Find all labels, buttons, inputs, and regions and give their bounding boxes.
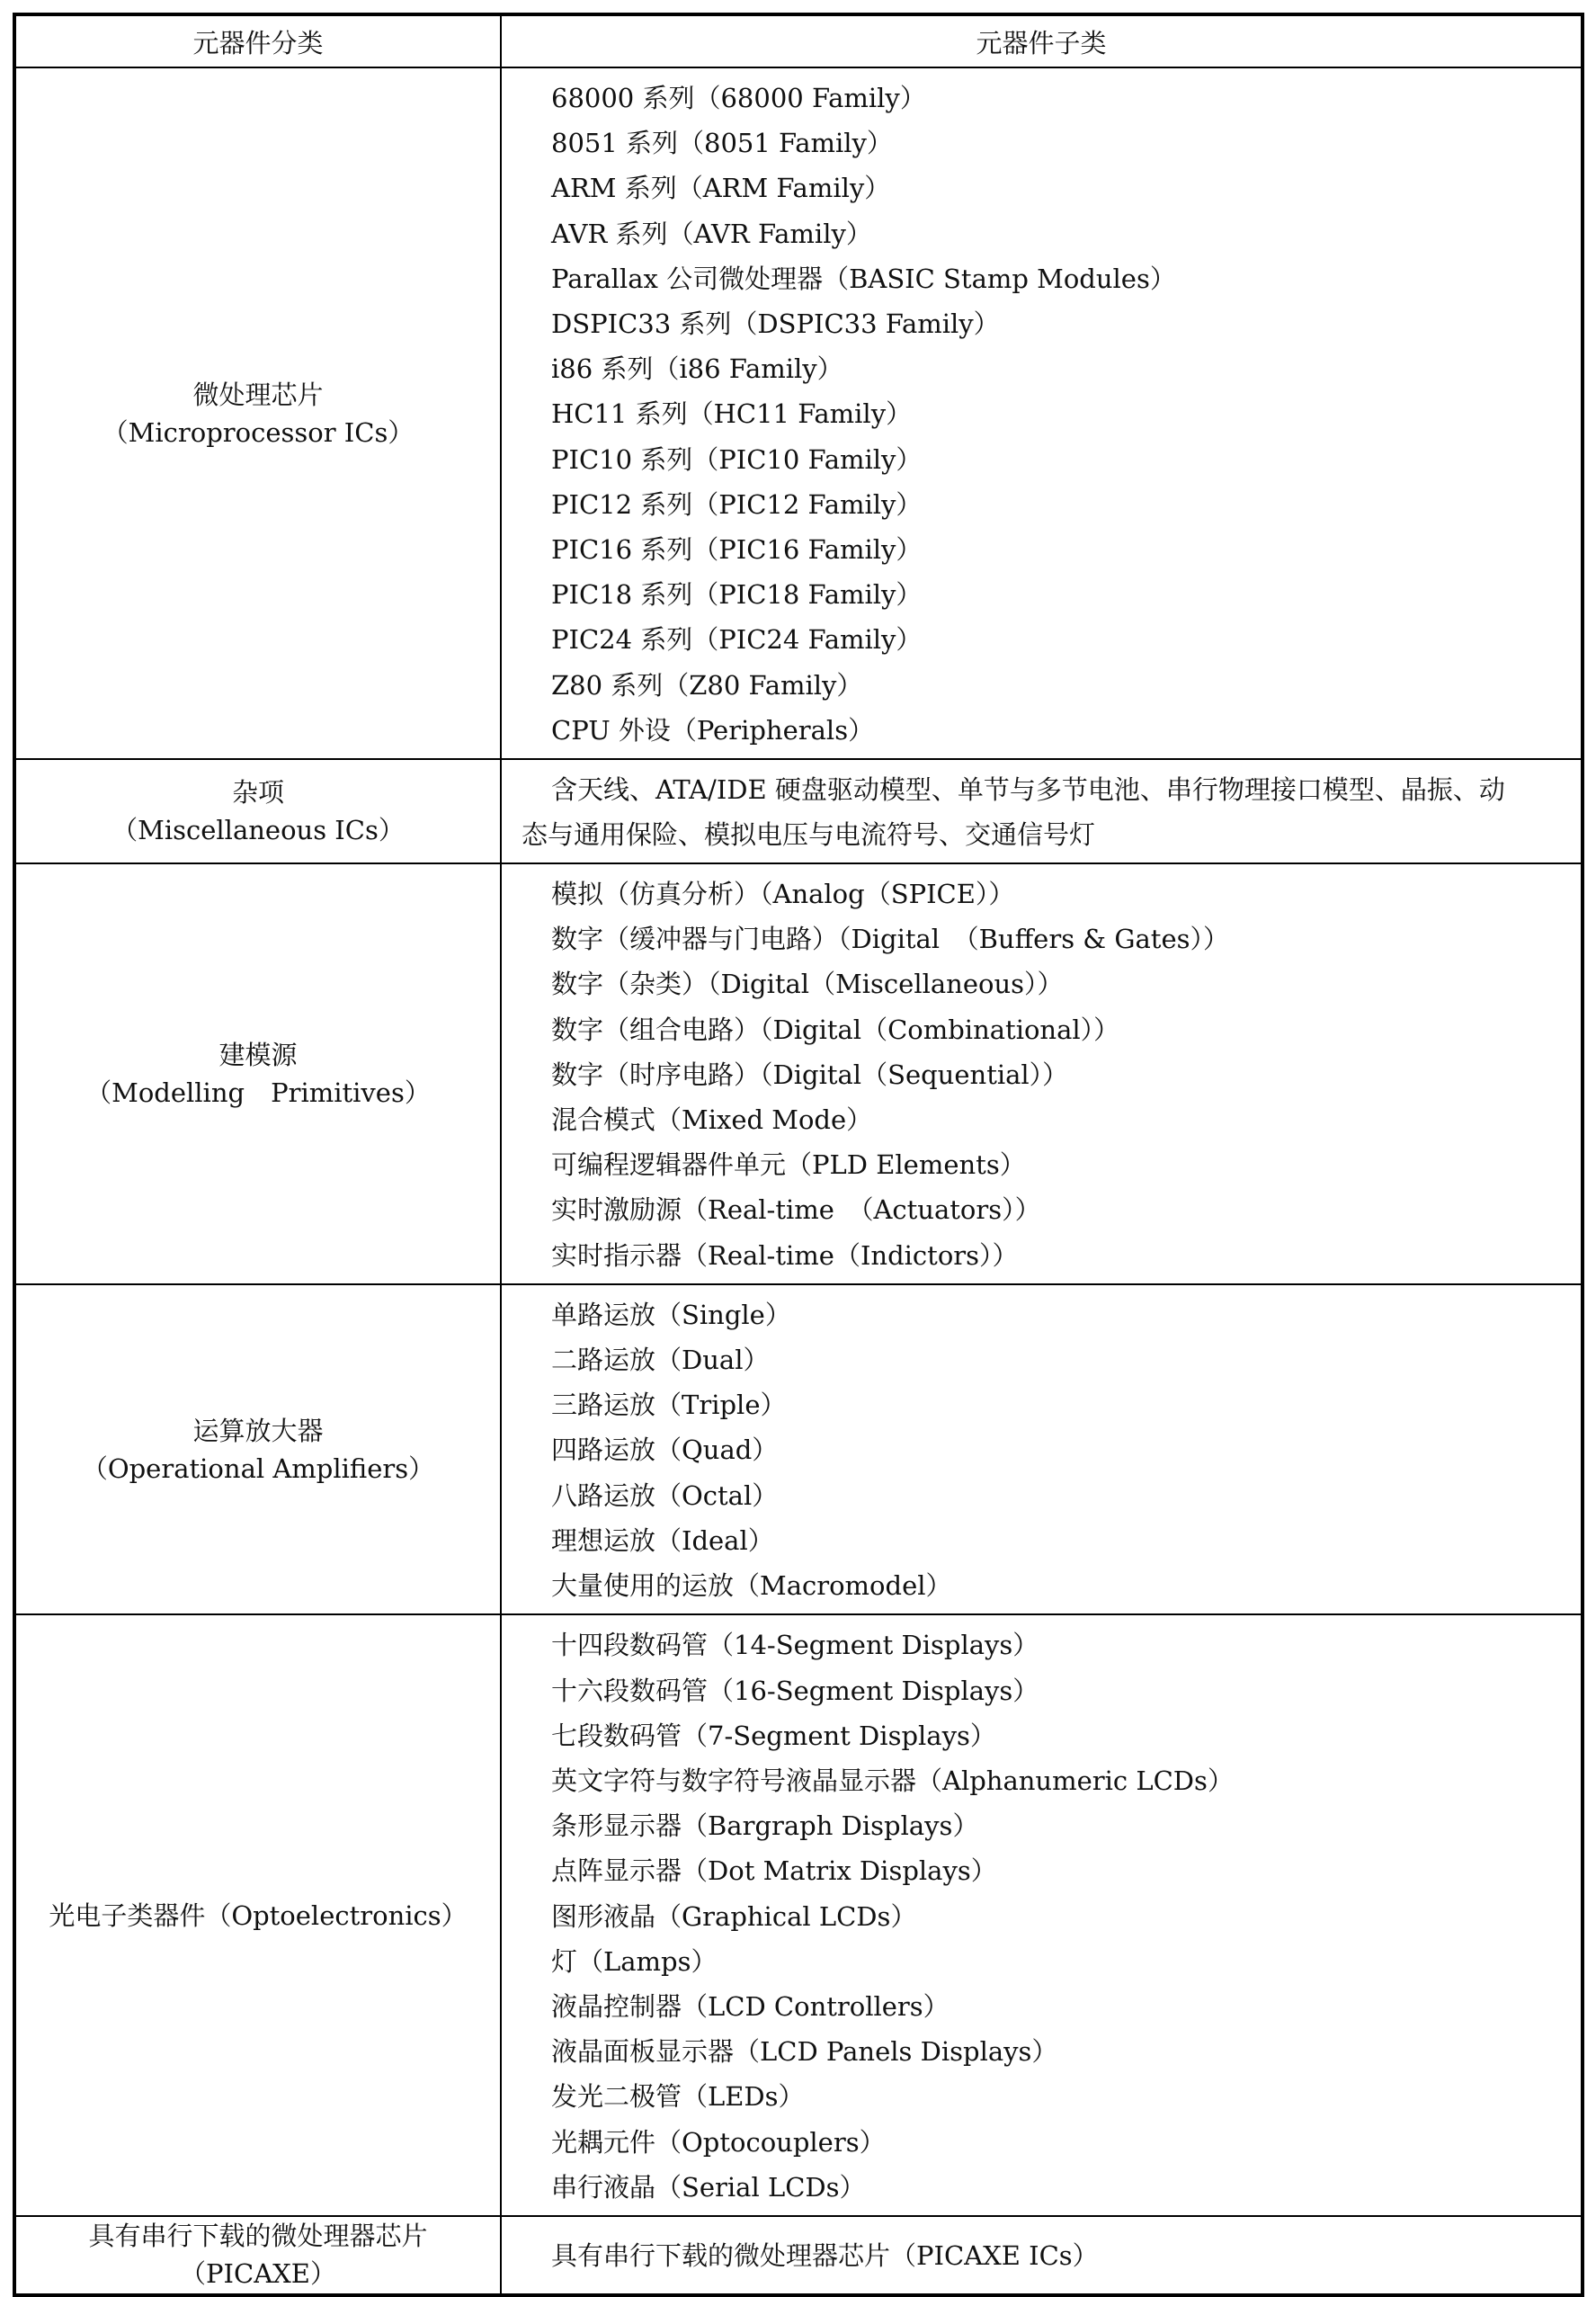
list-item: 英文字符与数字符号液晶显示器（Alphanumeric LCDs）	[551, 1765, 1234, 1796]
table-row	[14, 1284, 1583, 1614]
list-item: 液晶控制器（LCD Controllers）	[551, 1990, 950, 2022]
category-cell	[14, 759, 501, 863]
category-en: （Modelling Primitives）	[85, 1077, 431, 1108]
category-cell	[14, 1284, 501, 1614]
category-name: 杂项	[231, 777, 284, 809]
list-item: 大量使用的运放（Macromodel）	[551, 1570, 952, 1602]
list-item: PIC10 系列（PIC10 Family）	[551, 443, 923, 475]
list-item: 单路运放（Single）	[551, 1299, 791, 1330]
category-en: （Operational Amplifiers）	[81, 1452, 435, 1484]
list-item: 数字（杂类）（Digital（Miscellaneous））	[551, 969, 1064, 1000]
table-row	[14, 2216, 1583, 2295]
list-item: 8051 系列（8051 Family）	[551, 128, 893, 159]
list-item: 液晶面板显示器（LCD Panels Displays）	[551, 2036, 1058, 2068]
subcategory-cell	[501, 1284, 1583, 1614]
list-item: 串行液晶（Serial LCDs）	[551, 2171, 866, 2203]
list-item: 实时激励源（Real-time （Actuators））	[551, 1194, 1041, 1226]
list-item: i86 系列（i86 Family）	[551, 353, 843, 385]
list-item: PIC16 系列（PIC16 Family）	[551, 534, 923, 566]
category-name: 微处理芯片	[192, 379, 324, 410]
table-row	[14, 863, 1583, 1284]
list-item: PIC12 系列（PIC12 Family）	[551, 488, 923, 520]
list-item: 数字（时序电路）（Digital（Sequential））	[551, 1059, 1069, 1090]
list-item: 十四段数码管（14-Segment Displays）	[551, 1630, 1039, 1661]
header-subcategory: 元器件子类	[501, 14, 1583, 67]
list-item: 八路运放（Octal）	[551, 1479, 779, 1511]
list-item: 四路运放（Quad）	[551, 1435, 779, 1466]
list-item: PIC24 系列（PIC24 Family）	[551, 624, 923, 656]
category-name: 具有串行下载的微处理器芯片	[88, 2221, 428, 2252]
list-item: 可编程逻辑器件单元（PLD Elements）	[551, 1149, 1026, 1181]
paragraph-line: 态与通用保险、模拟电压与电流符号、交通信号灯	[522, 819, 1096, 851]
subcategory-cell	[501, 759, 1583, 863]
list-item: Z80 系列（Z80 Family）	[551, 669, 863, 701]
list-item: 具有串行下载的微处理器芯片（PICAXE ICs）	[551, 2240, 1099, 2272]
list-item: 灯（Lamps）	[551, 1945, 718, 1977]
component-table	[13, 13, 1584, 2297]
list-item: 68000 系列（68000 Family）	[551, 83, 926, 113]
list-item: ARM 系列（ARM Family）	[551, 173, 891, 204]
list-item: DSPIC33 系列（DSPIC33 Family）	[551, 308, 1000, 340]
category-cell	[14, 67, 501, 759]
category-cell	[14, 863, 501, 1284]
category-name: 建模源	[218, 1039, 298, 1070]
category-cell	[14, 1614, 501, 2216]
list-item: 十六段数码管（16-Segment Displays）	[551, 1675, 1039, 1706]
header-row	[14, 14, 1583, 67]
list-item: 发光二极管（LEDs）	[551, 2081, 805, 2113]
list-item: 数字（缓冲器与门电路）（Digital （Buffers & Gates））	[551, 924, 1229, 955]
table-row	[14, 759, 1583, 863]
table-row	[14, 1614, 1583, 2216]
category-name: 运算放大器	[192, 1415, 324, 1446]
paragraph-line: 含天线、ATA/IDE 硬盘驱动模型、单节与多节电池、串行物理接口模型、晶振、动	[551, 774, 1505, 806]
list-item: 图形液晶（Graphical LCDs）	[551, 1900, 917, 1932]
list-item: PIC18 系列（PIC18 Family）	[551, 579, 923, 611]
subcategory-cell	[501, 863, 1583, 1284]
list-item: 七段数码管（7-Segment Displays）	[551, 1720, 996, 1751]
header-category: 元器件分类	[14, 14, 501, 67]
category-en: （Microprocessor ICs）	[102, 416, 415, 448]
list-item: 混合模式（Mixed Mode）	[551, 1104, 873, 1136]
table-row	[14, 67, 1583, 759]
list-item: AVR 系列（AVR Family）	[551, 218, 872, 249]
list-item: Parallax 公司微处理器（BASIC Stamp Modules）	[551, 263, 1176, 294]
list-item: CPU 外设（Peripherals）	[551, 714, 875, 746]
list-item: HC11 系列（HC11 Family）	[551, 398, 913, 430]
list-item: 实时指示器（Real-time（Indictors））	[551, 1239, 1019, 1271]
list-item: 二路运放（Dual）	[551, 1345, 770, 1376]
subcategory-cell	[501, 67, 1583, 759]
category-cell	[14, 2216, 501, 2295]
category-name: 光电子类器件（Optoelectronics）	[49, 1899, 468, 1931]
category-en: （PICAXE）	[180, 2258, 336, 2290]
list-item: 光耦元件（Optocouplers）	[551, 2126, 886, 2158]
list-item: 条形显示器（Bargraph Displays）	[551, 1810, 979, 1842]
category-en: （Miscellaneous ICs）	[111, 815, 405, 846]
subcategory-cell	[501, 2216, 1583, 2295]
list-item: 数字（组合电路）（Digital（Combinational））	[551, 1014, 1120, 1045]
list-item: 模拟（仿真分析）（Analog（SPICE））	[551, 879, 1015, 910]
list-item: 三路运放（Triple）	[551, 1390, 787, 1421]
list-item: 点阵显示器（Dot Matrix Displays）	[551, 1855, 997, 1887]
list-item: 理想运放（Ideal）	[551, 1524, 774, 1556]
subcategory-cell	[501, 1614, 1583, 2216]
